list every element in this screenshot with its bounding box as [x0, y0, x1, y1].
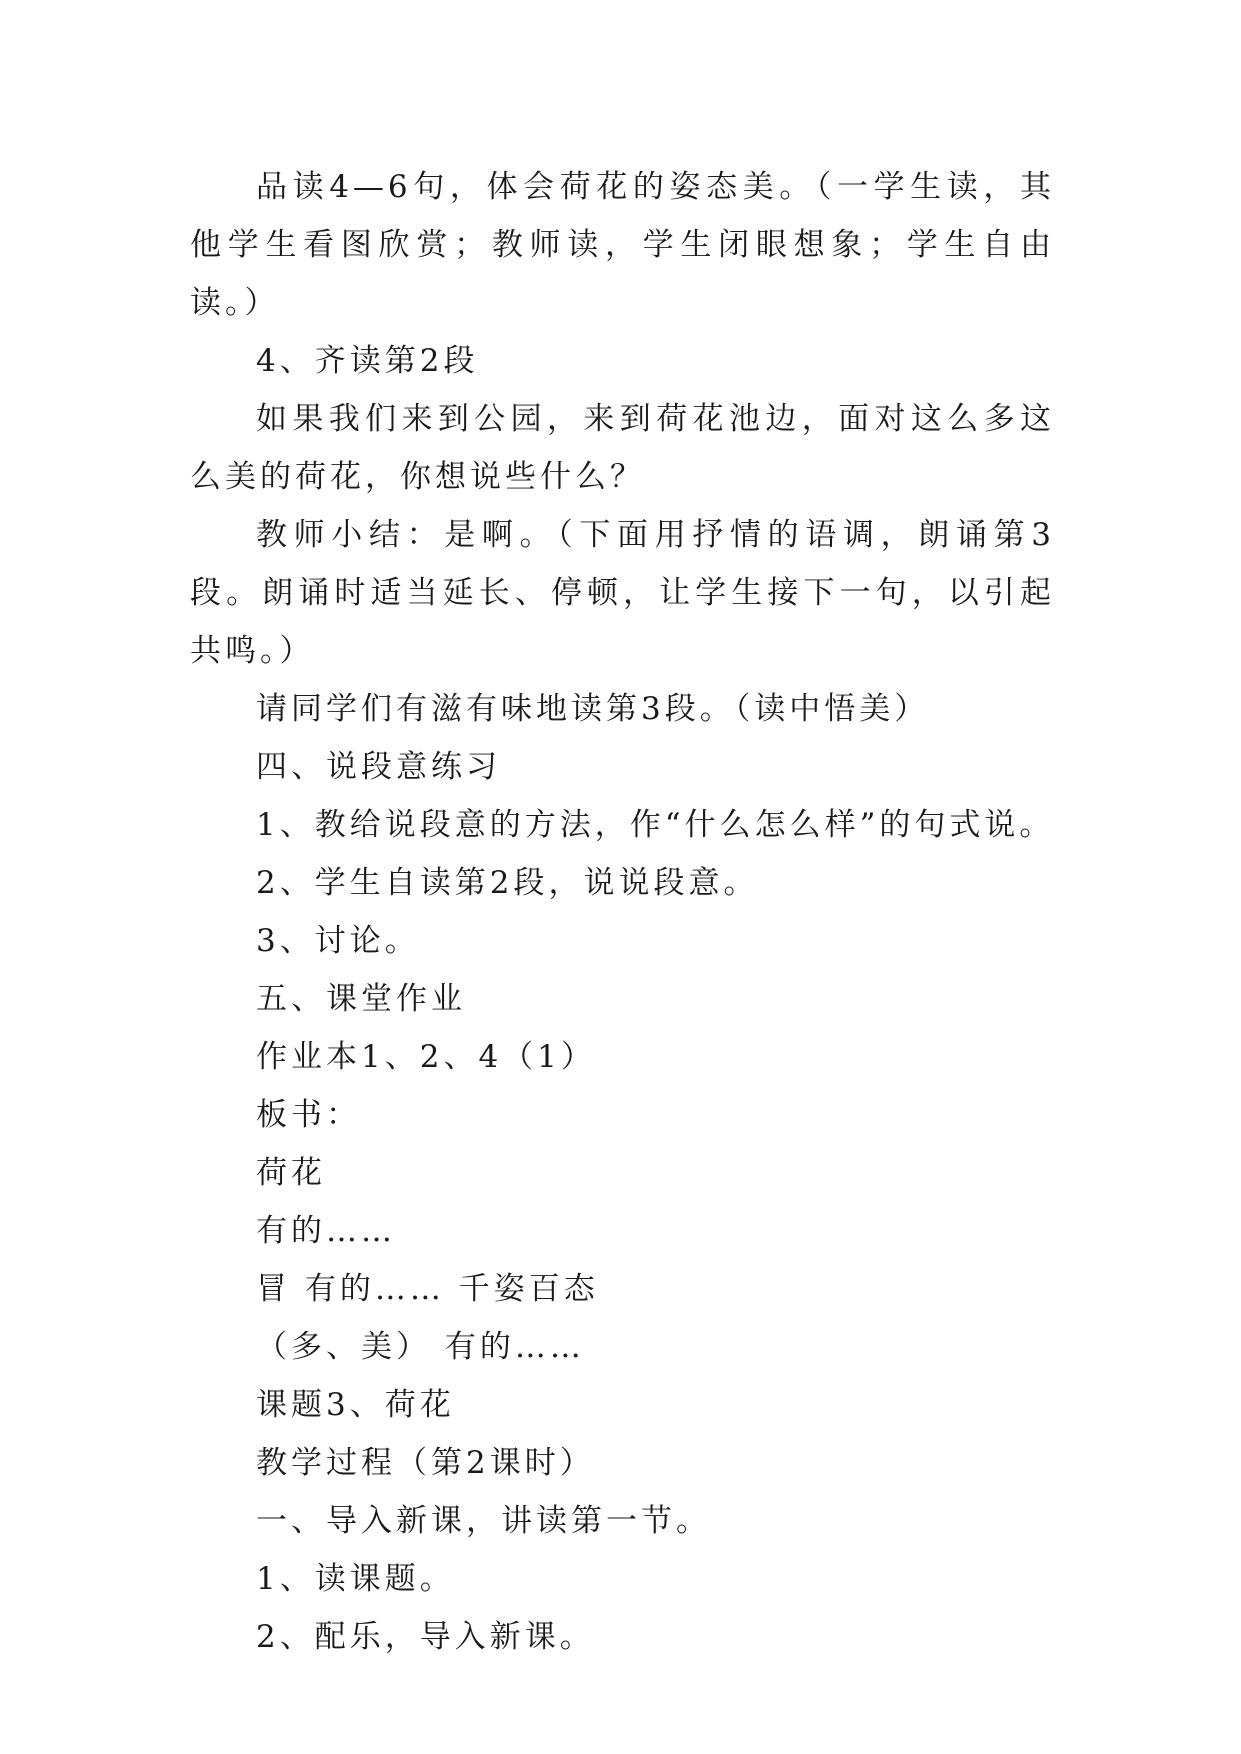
- paragraph-read-section-2: 4、齐读第2段: [256, 343, 479, 379]
- label-blackboard: 板书：: [256, 1097, 361, 1133]
- paragraph-teacher-summary: 教师小结：是啊。（下面用抒情的语调，朗诵第3段。朗诵时适当延长、停顿，让学生接下一句，以引起共鸣。）: [190, 517, 1055, 669]
- heading-section-4: 四、说段意练习: [256, 749, 501, 785]
- paragraph-homework: 作业本1、2、4（1）: [256, 1039, 596, 1075]
- step-item-1: 1、读课题。: [256, 1561, 455, 1597]
- heading-section-5: 五、课堂作业: [256, 981, 466, 1017]
- step-item-2: 2、配乐，导入新课。: [256, 1619, 595, 1655]
- blackboard-line-3: （多、美） 有的……: [256, 1329, 585, 1365]
- paragraph-reading-sentences: 品读4—6句，体会荷花的姿态美。（一学生读，其他学生看图欣赏；教师读，学生闭眼想象；学生自由读。）: [190, 169, 1055, 321]
- document-page: [190, 158, 1055, 1666]
- paragraph-read-section-3: 请同学们有滋有味地读第3段。（读中悟美）: [256, 691, 930, 727]
- blackboard-line-1: 有的……: [256, 1213, 396, 1249]
- teaching-process-heading: 教学过程（第2课时）: [256, 1445, 595, 1481]
- list-item-3: 3、讨论。: [256, 923, 420, 959]
- list-item-1: 1、教给说段意的方法，作“什么怎么样”的句式说。: [256, 807, 1055, 843]
- blackboard-line-2: 冒 有的…… 千姿百态: [256, 1271, 599, 1307]
- blackboard-title: 荷花: [256, 1155, 326, 1191]
- lesson-title: 课题3、荷花: [256, 1387, 455, 1423]
- paragraph-park-question: 如果我们来到公园，来到荷花池边，面对这么多这么美的荷花，你想说些什么？: [190, 401, 1055, 495]
- heading-section-1: 一、导入新课，讲读第一节。: [256, 1503, 711, 1539]
- list-item-2: 2、学生自读第2段，说说段意。: [256, 865, 759, 901]
